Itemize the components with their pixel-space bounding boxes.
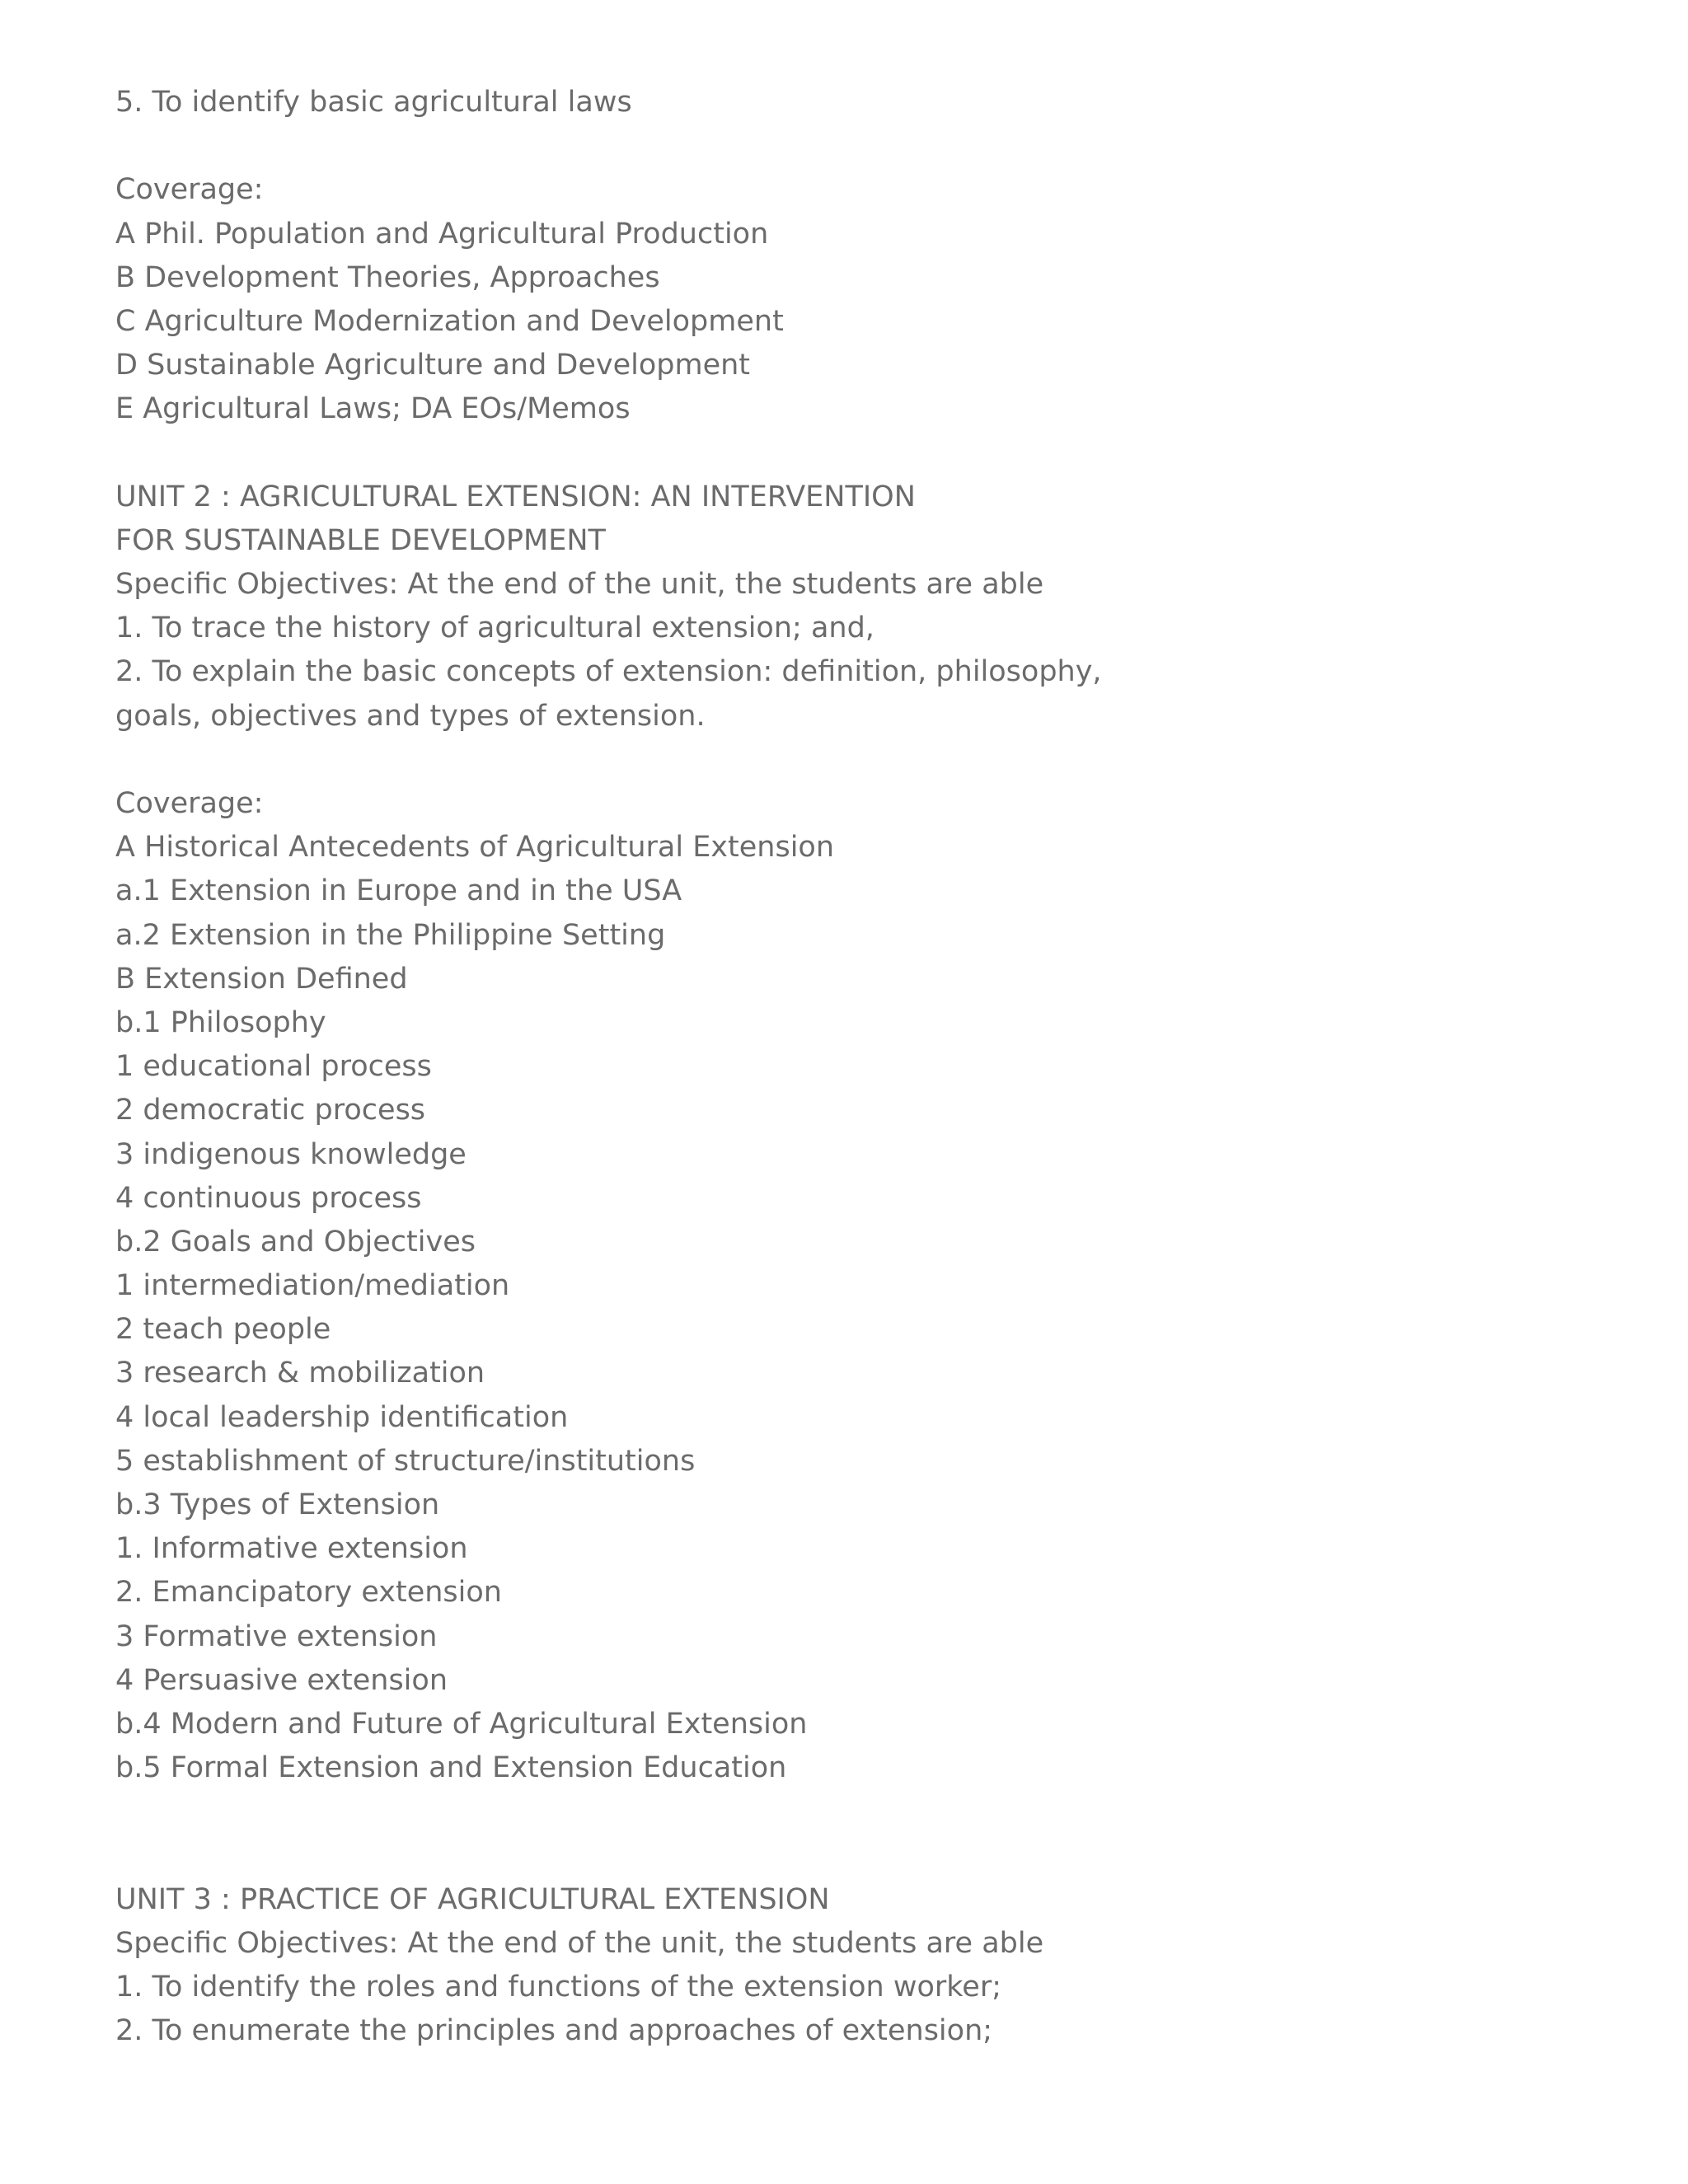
unit2-coverage-item: 2 democratic process: [115, 1094, 426, 1127]
unit2-coverage-item: b.5 Formal Extension and Extension Education: [115, 1751, 787, 1785]
unit2-coverage-item: 1 educational process: [115, 1050, 432, 1084]
unit3-objectives-intro: Specific Objectives: At the end of the unit, the students are able: [115, 1926, 1044, 1960]
unit2-coverage-item: 4 Persuasive extension: [115, 1663, 448, 1697]
unit1-objective-5: 5. To identify basic agricultural laws: [115, 86, 632, 119]
unit3-section: [115, 1878, 1599, 2054]
unit2-coverage-item: b.4 Modern and Future of Agricultural Extension: [115, 1707, 808, 1741]
unit2-title-line1: UNIT 2 : AGRICULTURAL EXTENSION: AN INTERVENTION: [115, 480, 916, 513]
unit2-title-line2: FOR SUSTAINABLE DEVELOPMENT: [115, 523, 606, 557]
spacer: [115, 1790, 1599, 1877]
unit3-title: UNIT 3 : PRACTICE OF AGRICULTURAL EXTENSION: [115, 1882, 830, 1916]
unit2-coverage-item: 3 Formative extension: [115, 1619, 438, 1653]
unit2-coverage-item: 2. Emancipatory extension: [115, 1576, 502, 1610]
spacer: [115, 124, 1599, 168]
document-page: [115, 81, 1599, 2053]
unit2-coverage-item: 5 establishment of structure/institutions: [115, 1444, 696, 1478]
unit2-objective: 2. To explain the basic concepts of extension: definition, philosophy,: [115, 655, 1102, 689]
unit2-coverage-item: b.2 Goals and Objectives: [115, 1225, 476, 1258]
unit2-coverage-heading: Coverage:: [115, 787, 264, 820]
unit2-objectives-intro: Specific Objectives: At the end of the unit, the students are able: [115, 568, 1044, 602]
unit2-coverage-item: b.3 Types of Extension: [115, 1488, 440, 1521]
unit2-objective: 1. To trace the history of agricultural extension; and,: [115, 612, 874, 645]
unit2-coverage-item: 1 intermediation/mediation: [115, 1269, 510, 1303]
unit2-coverage-item: a.1 Extension in Europe and in the USA: [115, 874, 682, 908]
unit2-coverage-item: b.1 Philosophy: [115, 1005, 326, 1039]
unit3-objective: 2. To enumerate the principles and approaches of extension;: [115, 2014, 993, 2048]
coverage-item: B Development Theories, Approaches: [115, 260, 660, 294]
spacer: [115, 738, 1599, 782]
unit2-coverage-item: B Extension Defined: [115, 962, 408, 996]
coverage-item: A Phil. Population and Agricultural Production: [115, 217, 769, 251]
unit2-coverage-item: 4 continuous process: [115, 1181, 422, 1215]
unit1-coverage: [115, 168, 1599, 431]
unit3-objective: 1. To identify the roles and functions of the extension worker;: [115, 1971, 1002, 2004]
coverage-item: E Agricultural Laws; DA EOs/Memos: [115, 392, 631, 426]
unit2-coverage-item: 3 research & mobilization: [115, 1357, 485, 1390]
unit2-objective: goals, objectives and types of extension.: [115, 699, 706, 733]
unit2-section: [115, 476, 1599, 1791]
coverage-item: C Agriculture Modernization and Development: [115, 304, 784, 338]
unit2-coverage-item: 2 teach people: [115, 1313, 331, 1347]
unit2-coverage-item: a.2 Extension in the Philippine Setting: [115, 918, 666, 952]
spacer: [115, 432, 1599, 476]
unit2-coverage-item: 3 indigenous knowledge: [115, 1137, 467, 1171]
coverage-item: D Sustainable Agriculture and Development: [115, 349, 751, 382]
unit2-coverage-item: 4 local leadership identification: [115, 1400, 569, 1434]
coverage-heading: Coverage:: [115, 173, 264, 207]
unit2-coverage-item: A Historical Antecedents of Agricultural Extension: [115, 831, 835, 865]
unit2-coverage-item: 1. Informative extension: [115, 1532, 468, 1566]
